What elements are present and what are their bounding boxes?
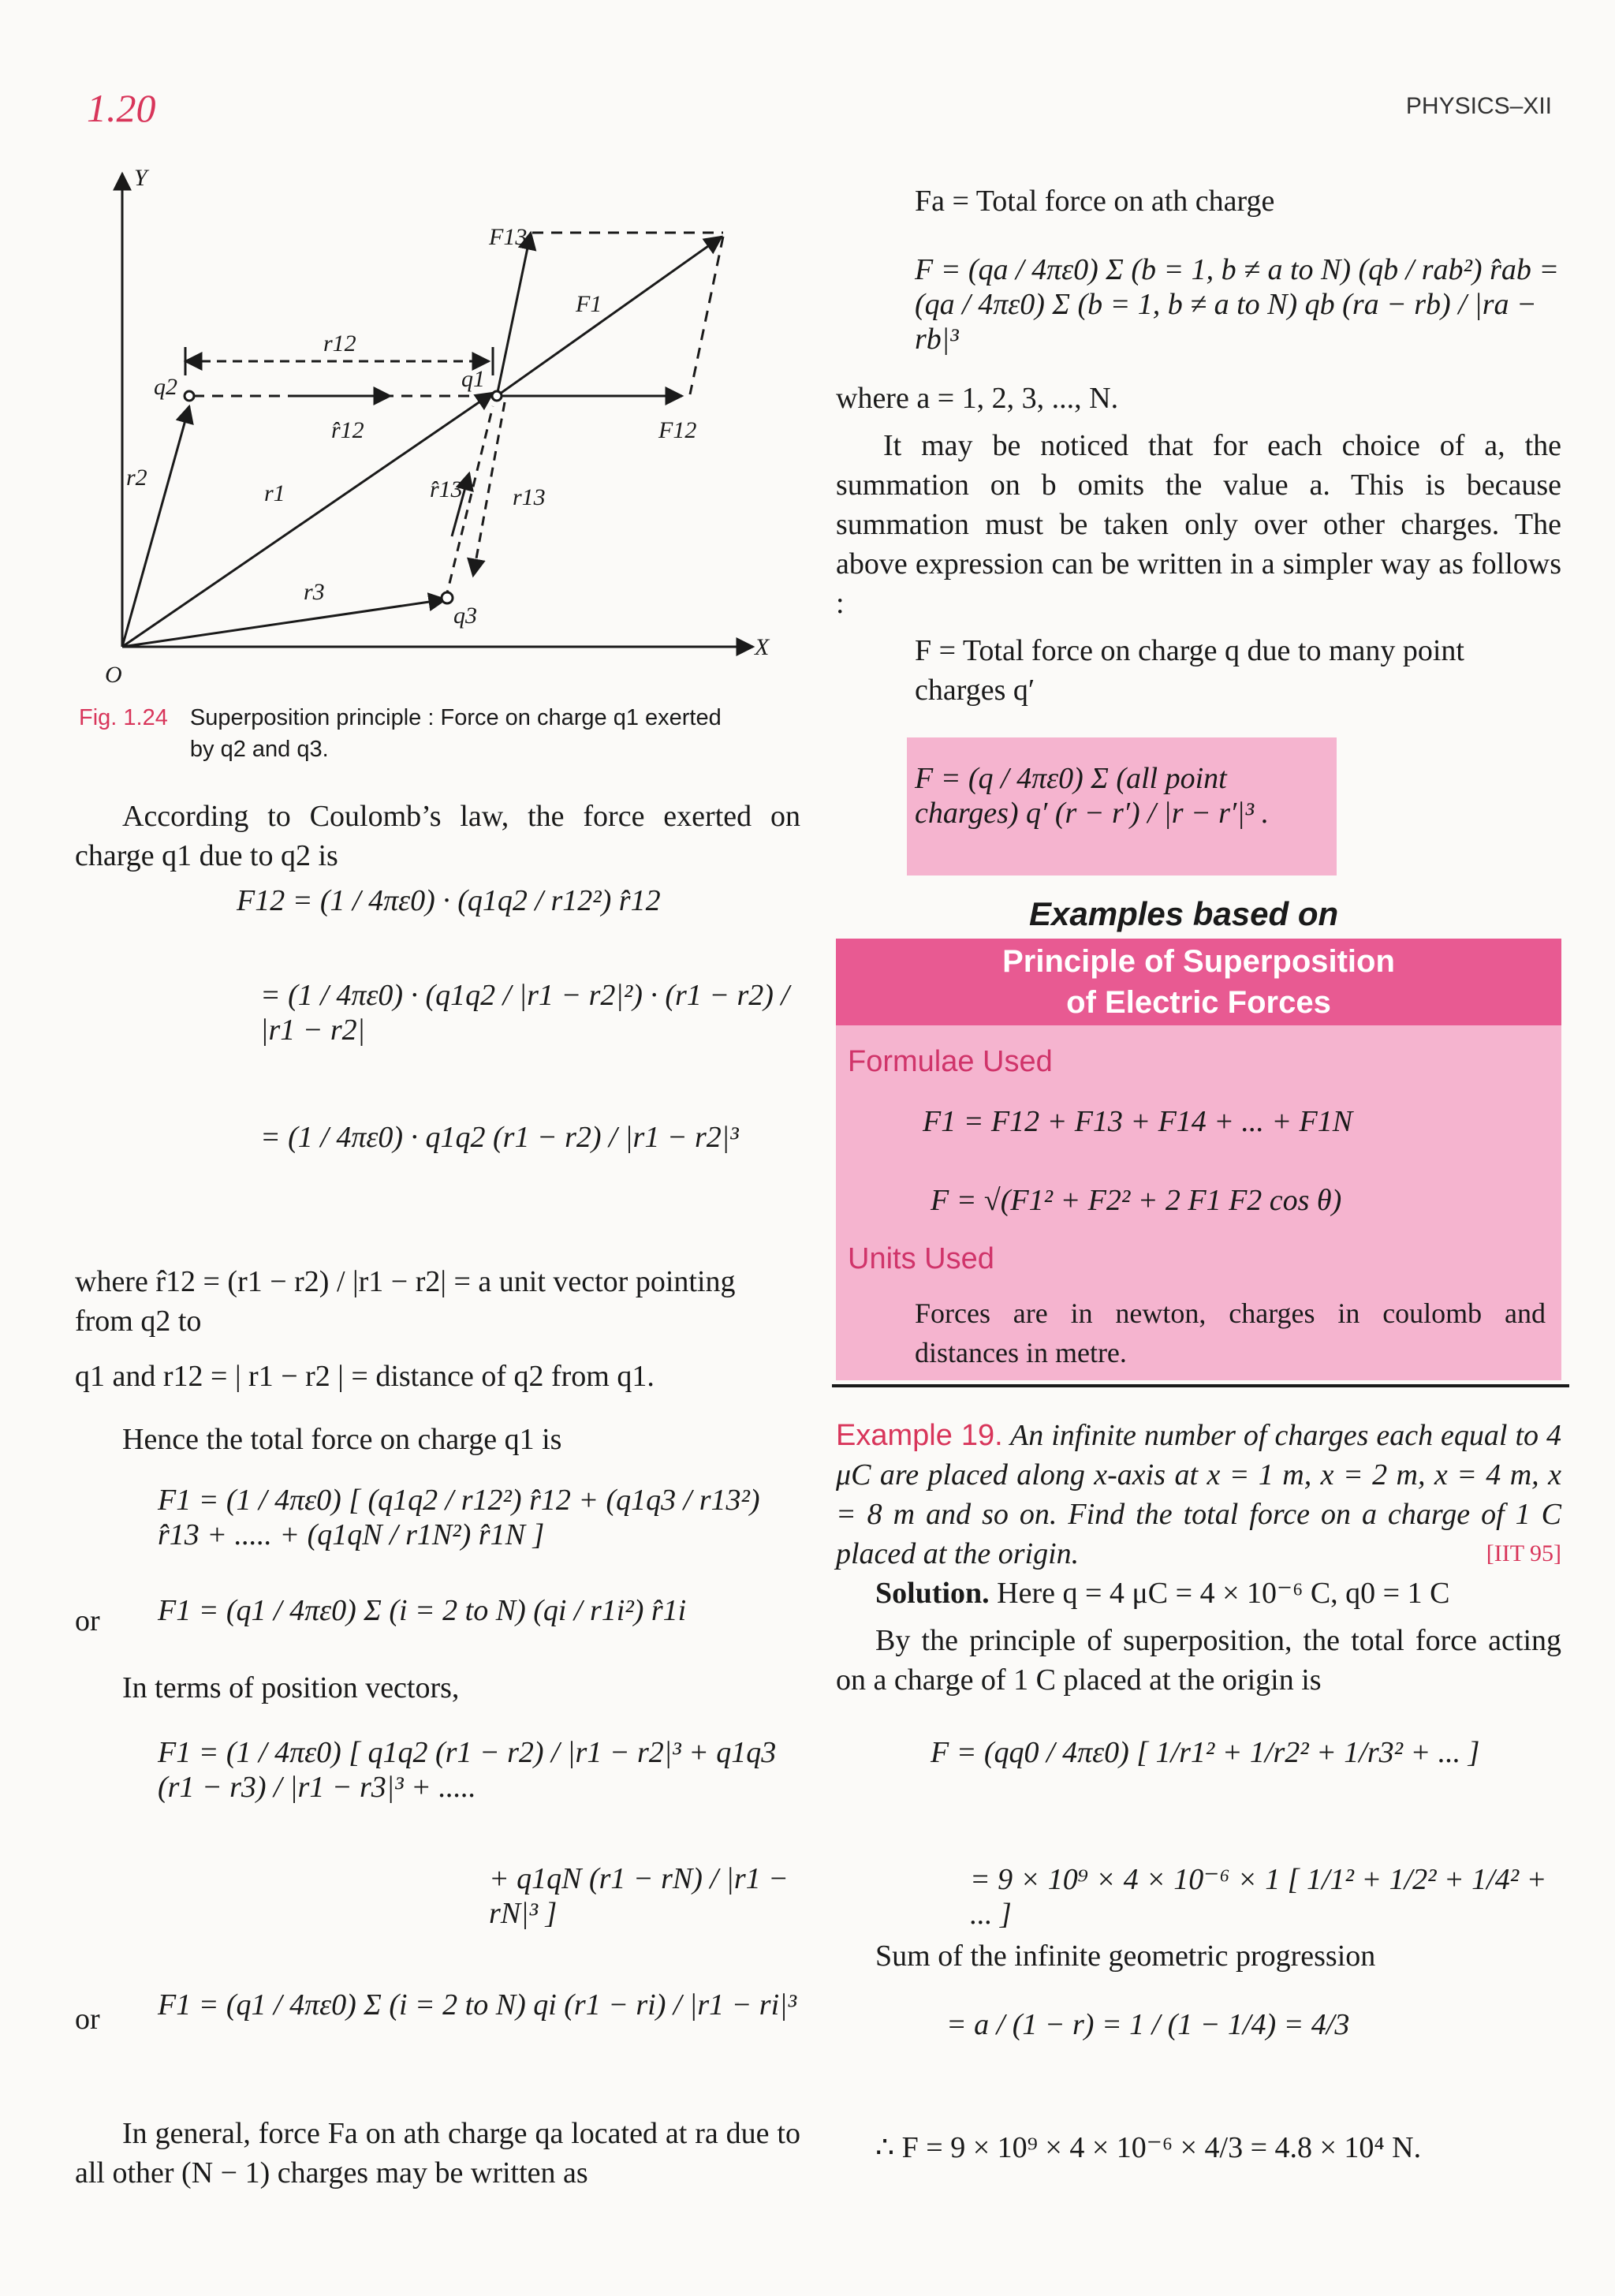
svg-text:F1: F1 xyxy=(576,291,602,317)
solution-result: ∴ F = 9 × 10⁹ × 4 × 10⁻⁶ × 4/3 = 4.8 × 10⁴ N. xyxy=(875,2131,1422,2164)
units-text: Forces are in newton, charges in coulomb and distances in metre. xyxy=(915,1297,1546,1368)
svg-text:r3: r3 xyxy=(304,579,325,605)
r2-vector xyxy=(122,406,189,647)
right-fa-def: Fa = Total force on ath charge xyxy=(915,185,1275,218)
svg-text:F13: F13 xyxy=(489,224,528,250)
right-where: where a = 1, 2, 3, ..., N. xyxy=(836,382,1119,415)
example-ref: [IIT 95] xyxy=(1486,1540,1561,1566)
svg-text:r12: r12 xyxy=(323,330,356,357)
formula-2: F = √(F1² + F2² + 2 F1 F2 cos θ) xyxy=(931,1184,1342,1217)
page-number: 1.20 xyxy=(87,86,156,130)
left-p3: In terms of position vectors, xyxy=(122,1671,460,1704)
solution-label: Solution. xyxy=(875,1577,990,1610)
section-rule xyxy=(832,1384,1569,1387)
solution-eq-1: F = (qq0 / 4πε0) [ 1/r1² + 1/r2² + 1/r3² + ... ] xyxy=(931,1736,1480,1769)
r1-vector xyxy=(122,393,493,647)
running-title: PHYSICS–XII xyxy=(1405,93,1552,119)
solution-paragraph: By the principle of superposition, the total force acting on a charge of 1 C placed at the origin is xyxy=(836,1624,1561,1697)
where-unit-vector: where r̂12 = (r1 − r2) / |r1 − r2| = a unit vector pointing from q2 to xyxy=(75,1265,736,1338)
figure-label: Fig. 1.24 xyxy=(79,705,168,730)
svg-text:F12: F12 xyxy=(658,417,697,443)
eq-f12: F12 = (1 / 4πε0) · (q1q2 / r12²) r̂12 xyxy=(237,884,661,917)
formula-1: F1 = F12 + F13 + F14 + ... + F1N xyxy=(923,1105,1353,1138)
svg-text:q1: q1 xyxy=(461,366,485,392)
right-p-notice: It may be noticed that for each choice of a, the summation on b omits the value a. This is because summation must be taken only over other charges. The above expression can be written in a simpler way as follows : xyxy=(836,429,1561,620)
or-label-2: or xyxy=(75,2003,100,2036)
caption-text: Superposition principle : Force on charge q1 exerted by q2 and q3. xyxy=(189,705,722,762)
left-p4: In general, force Fa on ath charge qa located at ra due to all other (N − 1) charges may be written as xyxy=(75,2117,800,2190)
left-p1: According to Coulomb’s law, the force exerted on charge q1 due to q2 is xyxy=(75,800,800,872)
right-fa-eq: F = (qa / 4πε0) Σ (b = 1, b ≠ a to N) (qb / rab²) r̂ab = (qa / 4πε0) Σ (b = 1, b ≠ a to N) qb (ra − rb) / |ra − rb|³ xyxy=(915,253,1559,356)
eq-f12-expanded: = (1 / 4πε0) · (q1q2 / |r1 − r2|²) · (r1 − r2) / |r1 − r2| xyxy=(260,979,789,1047)
solution-gp: Sum of the infinite geometric progression xyxy=(875,1939,1376,1973)
figure-caption xyxy=(79,702,789,765)
svg-text:r13: r13 xyxy=(513,484,546,510)
solution-eq-3: = a / (1 − r) = 1 / (1 − 1/4) = 4/3 xyxy=(946,2008,1350,2041)
svg-text:q2: q2 xyxy=(154,374,177,400)
fig-y-label: Y xyxy=(134,165,147,191)
svg-text:r̂12: r̂12 xyxy=(331,417,364,443)
where-distance: q1 and r12 = | r1 − r2 | = distance of q2 from q1. xyxy=(75,1360,655,1393)
f1-vector xyxy=(497,237,722,396)
svg-text:r1: r1 xyxy=(264,480,285,506)
example-19 xyxy=(836,1416,1561,1574)
eq-position-sum: F1 = (q1 / 4πε0) Σ (i = 2 to N) qi (r1 − ri) / |r1 − ri|³ xyxy=(158,1988,796,2022)
examples-banner: Principle of Superposition of Electric Forces xyxy=(836,939,1561,1025)
units-heading: Units Used xyxy=(848,1242,994,1275)
fig-x-label: X xyxy=(755,634,770,660)
solution-line xyxy=(875,1574,1561,1613)
examples-title: Examples based on xyxy=(1029,895,1339,932)
fig-origin: O xyxy=(105,662,122,688)
example-label: Example 19. xyxy=(836,1419,1003,1452)
solution-given: Here q = 4 μC = 4 × 10⁻⁶ C, q0 = 1 C xyxy=(997,1577,1450,1610)
svg-text:q3: q3 xyxy=(453,603,477,629)
solution-eq-2: = 9 × 10⁹ × 4 × 10⁻⁶ × 1 [ 1/1² + 1/2² + 1/4² + ... ] xyxy=(970,1863,1547,1931)
eq-f12-cube: = (1 / 4πε0) · q1q2 (r1 − r2) / |r1 − r2|³ xyxy=(260,1121,739,1154)
r3-vector xyxy=(122,599,446,647)
svg-text:r̂13: r̂13 xyxy=(430,476,463,502)
eq-position-b: + q1qN (r1 − rN) / |r1 − rN|³ ] xyxy=(489,1862,789,1930)
right-f-def: F = Total force on charge q due to many point charges q′ xyxy=(915,634,1464,707)
svg-text:r2: r2 xyxy=(126,465,147,491)
highlight-formula-box: F = (q / 4πε0) Σ (all point charges) q′ (r − r′) / |r − r′|³ . xyxy=(907,737,1337,875)
formulae-heading: Formulae Used xyxy=(848,1045,1053,1078)
superposition-figure xyxy=(75,158,832,694)
eq-sum-f1: F1 = (q1 / 4πε0) Σ (i = 2 to N) (qi / r1i²) r̂1i xyxy=(158,1594,687,1627)
f13-vector xyxy=(497,233,531,396)
eq-position-a: F1 = (1 / 4πε0) [ q1q2 (r1 − r2) / |r1 − r2|³ + q1q3 (r1 − r3) / |r1 − r3|³ + ..... xyxy=(158,1736,777,1804)
example-text: An infinite number of charges each equal to 4 μC are placed along x-axis at x = 1 m, x = 2 m, x = 4 m, x = 8 m and so on. Find the total force on a charge of 1 C placed at the origin. xyxy=(836,1419,1561,1570)
left-p2: Hence the total force on charge q1 is xyxy=(122,1423,562,1456)
or-label-1: or xyxy=(75,1604,100,1637)
eq-total-f1: F1 = (1 / 4πε0) [ (q1q2 / r12²) r̂12 + (q1q3 / r13²) r̂13 + ..... + (q1qN / r1N²) r̂1N ] xyxy=(158,1484,760,1551)
